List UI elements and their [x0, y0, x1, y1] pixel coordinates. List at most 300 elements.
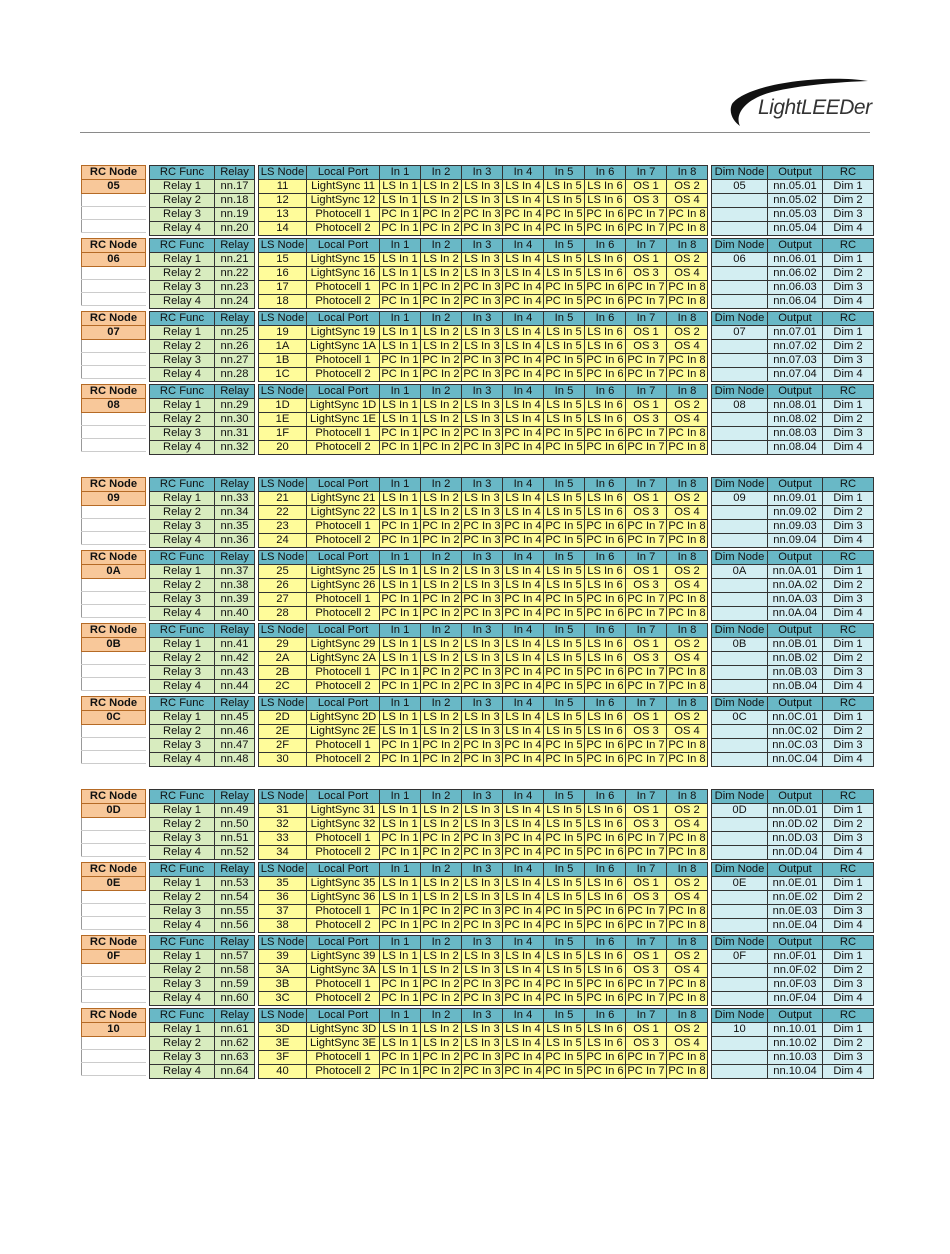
rc-node-block — [81, 696, 871, 767]
table-row — [712, 846, 874, 860]
dim-cell — [712, 1051, 768, 1065]
relay-header: Relay — [215, 239, 255, 253]
dim-header-cell: Output — [768, 697, 823, 711]
dim-cell — [712, 1065, 768, 1079]
ls-cell: LS In 5 — [544, 253, 585, 267]
dim-cell: Dim 4 — [823, 992, 874, 1006]
blank-cell — [82, 652, 146, 665]
ls-cell: PC In 5 — [545, 534, 583, 546]
ls-cell: 3B — [259, 978, 307, 992]
rc-func-cell: Relay 3 — [150, 427, 215, 441]
table-row — [150, 222, 255, 236]
rc-node-block — [81, 550, 871, 621]
ls-cell: LS In 3 — [462, 180, 503, 194]
ls-cell: PC In 3 — [463, 739, 501, 751]
table-row — [712, 565, 874, 579]
ls-cell: PC In 8 — [668, 978, 706, 990]
ls-cell: LS In 1 — [380, 652, 421, 666]
dim-header-cell: Dim Node — [712, 385, 768, 399]
lightleeder-logo — [728, 78, 873, 132]
ls-header-cell: In 2 — [421, 385, 462, 399]
blank-cell — [82, 280, 146, 293]
ls-cell: Photocell 2 — [307, 441, 380, 455]
ls-cell: OS 4 — [667, 340, 708, 354]
rc-func-cell: Relay 1 — [150, 711, 215, 725]
dim-cell: nn.07.01 — [768, 326, 823, 340]
ls-cell: PC In 1 — [381, 222, 419, 234]
ls-cell: LS In 3 — [462, 565, 503, 579]
dim-cell: Dim 2 — [823, 506, 874, 520]
dim-node-table — [711, 311, 874, 382]
table-row — [150, 520, 255, 534]
ls-cell: Photocell 2 — [307, 295, 380, 309]
rc-node-header: RC Node — [82, 1009, 146, 1023]
rc-func-table — [149, 238, 255, 309]
rc-func-header: RC Func — [150, 551, 215, 565]
ls-header-cell: In 1 — [380, 790, 421, 804]
table-row — [150, 194, 255, 208]
table-row — [259, 739, 708, 753]
ls-cell: PC In 6 — [586, 666, 624, 678]
rc-node-id: 0B — [82, 638, 146, 652]
ls-cell: PC In 1 — [381, 520, 419, 532]
table-row — [259, 593, 708, 607]
dim-cell — [712, 506, 768, 520]
ls-header-cell: In 4 — [503, 790, 544, 804]
ls-cell: PC In 8 — [668, 919, 706, 931]
table-row — [259, 877, 708, 891]
rc-func-header: RC Func — [150, 239, 215, 253]
dim-cell: Dim 1 — [823, 877, 874, 891]
ls-cell: LS In 6 — [585, 565, 626, 579]
ls-cell: LS In 1 — [380, 877, 421, 891]
ls-cell: Photocell 1 — [307, 739, 380, 753]
table-row — [150, 753, 255, 767]
rc-func-cell: Relay 2 — [150, 725, 215, 739]
dim-header-cell: Output — [768, 1009, 823, 1023]
ls-header-cell: In 7 — [626, 312, 667, 326]
dim-cell: Dim 4 — [823, 368, 874, 382]
table-row — [259, 666, 708, 680]
rc-node-table — [81, 696, 146, 764]
ls-cell: 2F — [259, 739, 307, 753]
table-row — [259, 753, 708, 767]
relay-cell: nn.44 — [215, 680, 255, 694]
ls-cell: LightSync 32 — [307, 818, 380, 832]
ls-cell: PC In 1 — [381, 739, 419, 751]
ls-cell: 27 — [259, 593, 307, 607]
ls-header-cell: In 1 — [380, 239, 421, 253]
ls-cell: PC In 6 — [586, 295, 624, 307]
ls-cell: PC In 8 — [668, 666, 706, 678]
rc-func-cell: Relay 4 — [150, 846, 215, 860]
table-row — [150, 978, 255, 992]
table-row — [259, 267, 708, 281]
table-row — [259, 222, 708, 236]
table-row — [150, 725, 255, 739]
rc-node-table — [81, 384, 146, 452]
table-row — [712, 180, 874, 194]
blank-cell — [82, 665, 146, 678]
dim-cell: Dim 3 — [823, 739, 874, 753]
ls-cell: LS In 5 — [544, 413, 585, 427]
ls-header-cell: In 8 — [667, 1009, 708, 1023]
rc-func-cell: Relay 1 — [150, 180, 215, 194]
ls-header-cell: In 1 — [380, 166, 421, 180]
table-row — [712, 1037, 874, 1051]
dim-cell: 08 — [712, 399, 768, 413]
rc-node-block — [81, 477, 871, 548]
ls-cell: PC In 7 — [627, 354, 665, 366]
ls-cell: PC In 4 — [504, 666, 542, 678]
ls-cell: PC In 8 — [668, 753, 706, 765]
ls-header-cell: In 2 — [421, 790, 462, 804]
ls-cell: PC In 3 — [463, 1051, 501, 1063]
ls-cell: LS In 6 — [585, 1037, 626, 1051]
ls-cell: LS In 6 — [585, 579, 626, 593]
ls-cell: PC In 3 — [463, 281, 501, 293]
dim-header-cell: RC — [823, 478, 874, 492]
ls-header-cell: In 5 — [544, 936, 585, 950]
table-row — [150, 565, 255, 579]
ls-header-cell: In 1 — [380, 1009, 421, 1023]
dim-cell: nn.0E.03 — [768, 905, 823, 919]
ls-cell: OS 1 — [626, 565, 667, 579]
ls-cell: PC In 3 — [463, 368, 501, 380]
ls-cell: PC In 6 — [586, 753, 624, 765]
ls-header-cell: In 1 — [380, 697, 421, 711]
ls-cell: LS In 5 — [544, 804, 585, 818]
dim-cell: nn.0D.01 — [768, 804, 823, 818]
ls-header-cell: LS Node — [259, 1009, 307, 1023]
rc-func-table — [149, 623, 255, 694]
table-row — [150, 1037, 255, 1051]
ls-cell: PC In 6 — [586, 607, 624, 619]
ls-cell: PC In 3 — [463, 1065, 501, 1077]
table-row — [150, 354, 255, 368]
ls-cell: LS In 3 — [462, 1037, 503, 1051]
ls-cell: PC In 4 — [504, 520, 542, 532]
dim-cell: nn.0E.02 — [768, 891, 823, 905]
dim-header-cell: RC — [823, 790, 874, 804]
ls-header-cell: In 2 — [421, 697, 462, 711]
ls-header-cell: In 6 — [585, 239, 626, 253]
table-row — [712, 739, 874, 753]
rc-func-cell: Relay 1 — [150, 326, 215, 340]
dim-header-cell: Output — [768, 239, 823, 253]
ls-cell: OS 1 — [626, 492, 667, 506]
ls-cell: OS 4 — [667, 579, 708, 593]
ls-cell: PC In 5 — [545, 520, 583, 532]
rc-node-id: 06 — [82, 253, 146, 267]
ls-cell: PC In 5 — [545, 441, 583, 453]
table-row — [259, 1051, 708, 1065]
dim-header-cell: Output — [768, 478, 823, 492]
rc-func-cell: Relay 3 — [150, 832, 215, 846]
dim-cell — [712, 520, 768, 534]
ls-cell: PC In 7 — [627, 427, 665, 439]
table-row — [150, 399, 255, 413]
ls-cell: PC In 4 — [504, 846, 542, 858]
ls-cell: PC In 6 — [586, 992, 624, 1004]
ls-cell: LS In 1 — [380, 492, 421, 506]
ls-cell: LS In 3 — [462, 399, 503, 413]
ls-cell: LS In 2 — [421, 891, 462, 905]
table-row — [259, 804, 708, 818]
ls-cell: LS In 2 — [421, 804, 462, 818]
ls-cell: PC In 5 — [545, 919, 583, 931]
table-row — [259, 340, 708, 354]
ls-header-cell: In 4 — [503, 166, 544, 180]
rc-func-cell: Relay 4 — [150, 534, 215, 548]
dim-cell: Dim 1 — [823, 326, 874, 340]
ls-cell: PC In 5 — [545, 680, 583, 692]
relay-cell: nn.36 — [215, 534, 255, 548]
ls-cell: PC In 7 — [627, 666, 665, 678]
ls-cell: LS In 4 — [503, 399, 544, 413]
ls-cell: PC In 7 — [627, 534, 665, 546]
table-row — [150, 1051, 255, 1065]
ls-header-cell: Local Port — [307, 863, 380, 877]
ls-header-cell: In 5 — [544, 624, 585, 638]
ls-cell: LS In 5 — [544, 818, 585, 832]
ls-cell: LS In 2 — [421, 506, 462, 520]
table-row — [259, 1065, 708, 1079]
rc-node-table — [81, 550, 146, 618]
ls-cell: Photocell 2 — [307, 919, 380, 933]
table-row — [150, 593, 255, 607]
rc-node-id: 0F — [82, 950, 146, 964]
ls-node-table — [258, 550, 708, 621]
ls-cell: 13 — [259, 208, 307, 222]
table-row — [150, 267, 255, 281]
ls-cell: Photocell 1 — [307, 593, 380, 607]
dim-header-cell: Dim Node — [712, 239, 768, 253]
rc-func-header: RC Func — [150, 312, 215, 326]
table-row — [150, 492, 255, 506]
ls-cell: LS In 5 — [544, 964, 585, 978]
table-row — [150, 804, 255, 818]
dim-cell — [712, 725, 768, 739]
dim-node-table — [711, 1008, 874, 1079]
ls-cell: PC In 1 — [381, 593, 419, 605]
table-row — [712, 680, 874, 694]
ls-cell: OS 2 — [667, 326, 708, 340]
table-row — [712, 638, 874, 652]
dim-node-table — [711, 165, 874, 236]
dim-cell — [712, 607, 768, 621]
ls-cell: LightSync 21 — [307, 492, 380, 506]
table-row — [712, 427, 874, 441]
dim-header-cell: RC — [823, 863, 874, 877]
dim-header-cell: Dim Node — [712, 166, 768, 180]
relay-header: Relay — [215, 166, 255, 180]
ls-cell: PC In 7 — [627, 593, 665, 605]
table-row — [712, 711, 874, 725]
ls-cell: LS In 2 — [421, 399, 462, 413]
relay-cell: nn.61 — [215, 1023, 255, 1037]
rc-node-table — [81, 311, 146, 379]
dim-cell: Dim 3 — [823, 281, 874, 295]
rc-func-cell: Relay 2 — [150, 194, 215, 208]
ls-cell: LightSync 1E — [307, 413, 380, 427]
rc-func-cell: Relay 3 — [150, 354, 215, 368]
ls-cell: OS 4 — [667, 652, 708, 666]
ls-cell: 25 — [259, 565, 307, 579]
ls-header-cell: In 5 — [544, 551, 585, 565]
ls-cell: PC In 1 — [381, 680, 419, 692]
ls-cell: PC In 6 — [586, 739, 624, 751]
ls-cell: LightSync 29 — [307, 638, 380, 652]
ls-cell: LS In 3 — [462, 818, 503, 832]
table-row — [712, 326, 874, 340]
ls-cell: PC In 3 — [463, 208, 501, 220]
ls-cell: 1F — [259, 427, 307, 441]
ls-header-cell: In 6 — [585, 312, 626, 326]
ls-header-cell: In 3 — [462, 624, 503, 638]
dim-cell: nn.0B.03 — [768, 666, 823, 680]
ls-header-cell: In 2 — [421, 166, 462, 180]
ls-cell: PC In 4 — [504, 534, 542, 546]
ls-cell: PC In 7 — [627, 992, 665, 1004]
ls-cell: PC In 5 — [545, 354, 583, 366]
table-row — [150, 919, 255, 933]
ls-cell: OS 1 — [626, 638, 667, 652]
ls-cell: PC In 2 — [422, 992, 460, 1004]
ls-cell: PC In 7 — [627, 222, 665, 234]
dim-node-table — [711, 696, 874, 767]
dim-cell: Dim 3 — [823, 1051, 874, 1065]
ls-cell: LS In 1 — [380, 326, 421, 340]
ls-header-cell: In 3 — [462, 697, 503, 711]
table-row — [259, 680, 708, 694]
dim-cell: Dim 1 — [823, 804, 874, 818]
rc-node-header: RC Node — [82, 166, 146, 180]
ls-cell: PC In 4 — [504, 680, 542, 692]
ls-header-cell: In 6 — [585, 166, 626, 180]
relay-cell: nn.29 — [215, 399, 255, 413]
ls-header-cell: In 4 — [503, 239, 544, 253]
ls-cell: PC In 4 — [504, 739, 542, 751]
relay-cell: nn.27 — [215, 354, 255, 368]
table-row — [712, 399, 874, 413]
rc-func-header: RC Func — [150, 478, 215, 492]
ls-cell: PC In 5 — [545, 281, 583, 293]
dim-cell — [712, 354, 768, 368]
rc-func-cell: Relay 4 — [150, 441, 215, 455]
ls-cell: PC In 3 — [463, 295, 501, 307]
dim-cell: Dim 1 — [823, 180, 874, 194]
relay-cell: nn.47 — [215, 739, 255, 753]
ls-cell: LightSync 15 — [307, 253, 380, 267]
ls-header-cell: In 7 — [626, 478, 667, 492]
dim-cell: Dim 1 — [823, 492, 874, 506]
table-row — [150, 818, 255, 832]
table-row — [712, 579, 874, 593]
ls-cell: OS 3 — [626, 891, 667, 905]
rc-node-header: RC Node — [82, 478, 146, 492]
dim-cell: 0A — [712, 565, 768, 579]
ls-cell: PC In 6 — [586, 208, 624, 220]
dim-header-cell: Output — [768, 936, 823, 950]
ls-cell: LS In 1 — [380, 194, 421, 208]
ls-cell: PC In 7 — [627, 441, 665, 453]
ls-cell: PC In 6 — [586, 441, 624, 453]
ls-cell: LS In 3 — [462, 326, 503, 340]
ls-cell: 3F — [259, 1051, 307, 1065]
ls-cell: LS In 1 — [380, 964, 421, 978]
table-row — [150, 905, 255, 919]
ls-cell: PC In 6 — [586, 832, 624, 844]
dim-cell: Dim 2 — [823, 964, 874, 978]
rc-func-cell: Relay 3 — [150, 666, 215, 680]
dim-header-cell: Output — [768, 790, 823, 804]
ls-cell: 28 — [259, 607, 307, 621]
table-row — [712, 368, 874, 382]
table-row — [150, 427, 255, 441]
table-row — [150, 506, 255, 520]
ls-header-cell: In 3 — [462, 478, 503, 492]
ls-cell: PC In 2 — [422, 520, 460, 532]
table-row — [259, 992, 708, 1006]
ls-cell: PC In 8 — [668, 208, 706, 220]
ls-cell: PC In 1 — [381, 441, 419, 453]
ls-header-cell: LS Node — [259, 551, 307, 565]
ls-cell: OS 1 — [626, 711, 667, 725]
dim-cell: nn.0A.04 — [768, 607, 823, 621]
blank-cell — [82, 977, 146, 990]
ls-cell: LS In 3 — [462, 579, 503, 593]
ls-cell: PC In 3 — [463, 222, 501, 234]
dim-cell: Dim 2 — [823, 413, 874, 427]
rc-node-table — [81, 623, 146, 691]
ls-cell: OS 4 — [667, 1037, 708, 1051]
ls-cell: PC In 2 — [422, 1051, 460, 1063]
ls-cell: 21 — [259, 492, 307, 506]
table-row — [259, 427, 708, 441]
ls-cell: PC In 2 — [422, 680, 460, 692]
rc-func-cell: Relay 1 — [150, 877, 215, 891]
dim-node-table — [711, 477, 874, 548]
ls-cell: PC In 1 — [381, 919, 419, 931]
ls-node-table — [258, 477, 708, 548]
ls-cell: LS In 6 — [585, 194, 626, 208]
rc-func-cell: Relay 2 — [150, 579, 215, 593]
blank-cell — [82, 917, 146, 930]
ls-cell: Photocell 2 — [307, 992, 380, 1006]
ls-cell: LS In 1 — [380, 340, 421, 354]
ls-header-cell: LS Node — [259, 697, 307, 711]
ls-header-cell: In 5 — [544, 478, 585, 492]
ls-header-cell: In 7 — [626, 166, 667, 180]
ls-cell: PC In 3 — [463, 593, 501, 605]
table-row — [259, 326, 708, 340]
ls-cell: LS In 4 — [503, 964, 544, 978]
ls-cell: 1D — [259, 399, 307, 413]
table-row — [712, 666, 874, 680]
dim-cell: Dim 2 — [823, 1037, 874, 1051]
dim-cell: Dim 1 — [823, 565, 874, 579]
ls-header-cell: In 6 — [585, 1009, 626, 1023]
ls-cell: LS In 3 — [462, 253, 503, 267]
ls-cell: 20 — [259, 441, 307, 455]
ls-header-cell: In 7 — [626, 863, 667, 877]
ls-cell: LS In 4 — [503, 267, 544, 281]
dim-cell — [712, 281, 768, 295]
ls-node-table — [258, 1008, 708, 1079]
ls-header-cell: Local Port — [307, 624, 380, 638]
ls-cell: LightSync 36 — [307, 891, 380, 905]
